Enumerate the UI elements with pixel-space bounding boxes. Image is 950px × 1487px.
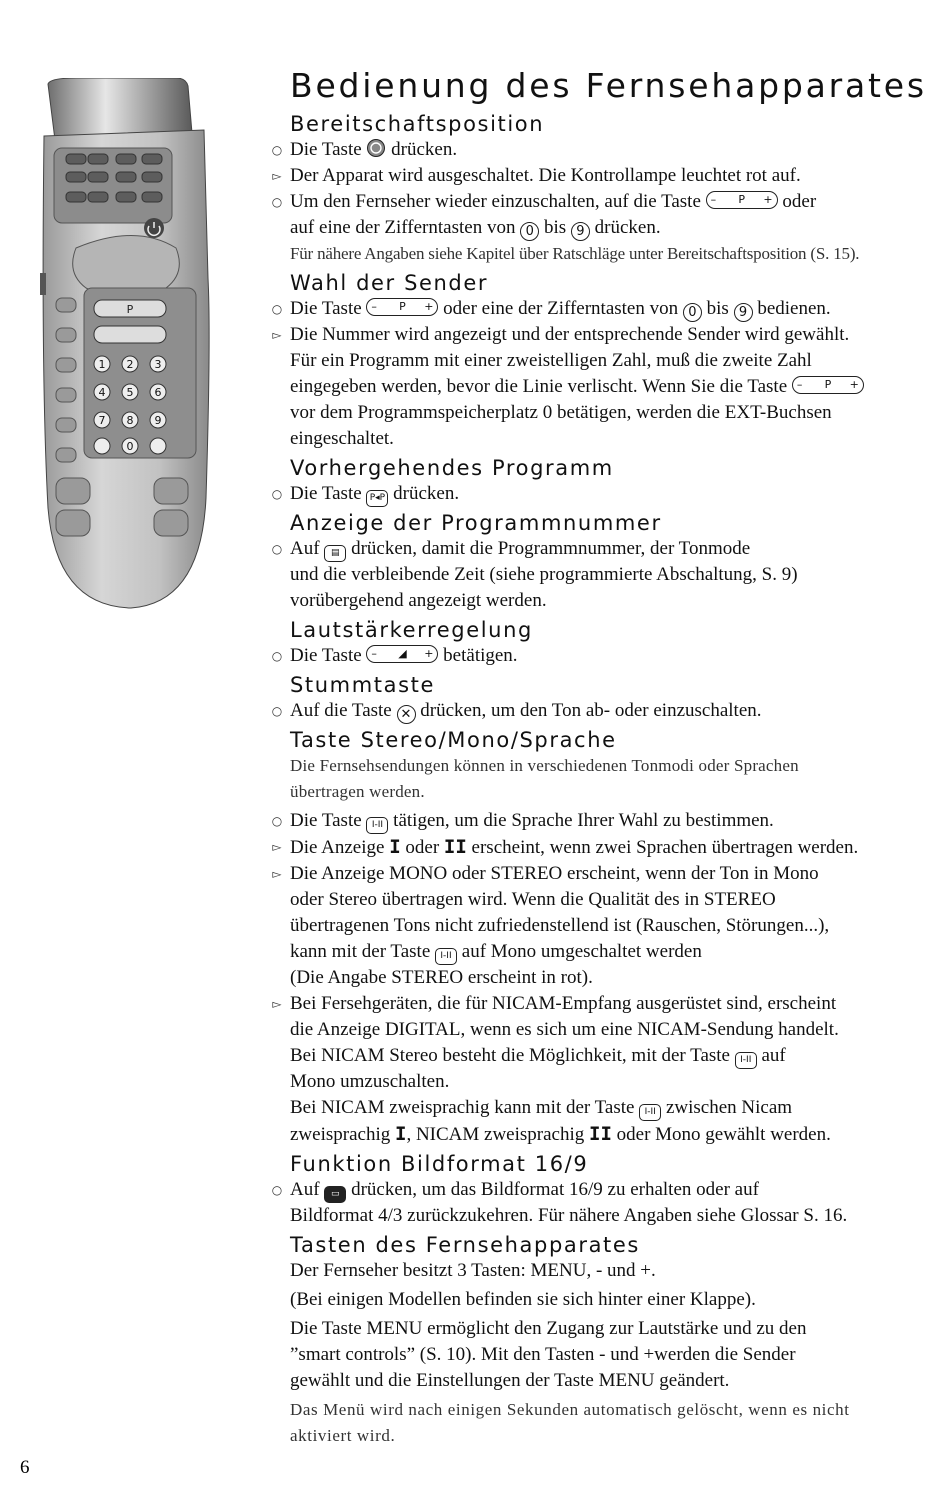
page-number: 6: [20, 1457, 30, 1478]
action-marker: ○: [271, 143, 283, 157]
standby-button-icon: [366, 138, 386, 158]
action-marker: ○: [271, 649, 283, 663]
action-marker: ○: [271, 1183, 283, 1197]
tv-buttons-text: (Bei einigen Modellen befinden sie sich hinter einer Klappe).: [290, 1289, 756, 1310]
p-key-icon: – P +: [706, 191, 778, 209]
key-6: 6: [154, 386, 162, 399]
action-marker: ○: [271, 704, 283, 718]
mute-icon: ✕: [397, 705, 416, 724]
heading-standby: Bereitschaftsposition: [290, 112, 545, 136]
channels-result: ▻ Die Nummer wird angezeigt und der entsprechende Sender wird gewählt.: [268, 322, 944, 348]
standby-result: ▻ Der Apparat wird ausgeschaltet. Die Kontrollampe leuchtet rot auf.: [268, 163, 944, 189]
mono-stereo-icon: I-II: [735, 1052, 757, 1069]
result-marker: ▻: [272, 840, 282, 854]
mute-step: ○ Auf die Taste ✕ drücken, um den Ton ab- oder einzuschalten.: [268, 698, 944, 724]
stereo-text-line: zweisprachig I, NICAM zweisprachig II oder Mono gewählt werden.: [290, 1123, 831, 1145]
stereo-text-line: oder Stereo übertragen wird. Wenn die Qualität des in STEREO: [290, 889, 776, 910]
key-9: 9: [154, 414, 162, 427]
action-marker: ○: [271, 302, 283, 316]
info-icon: ▤: [324, 545, 346, 562]
key-7: 7: [98, 414, 106, 427]
channels-text-line: Für ein Programm mit einer zweistelligen Zahl, muß die zweite Zahl: [290, 350, 812, 371]
result-marker: ▻: [272, 867, 282, 881]
p-key-icon: – P +: [792, 376, 864, 394]
tv-buttons-text: ”smart controls” (S. 10). Mit den Tasten - und +werden die Sender: [290, 1344, 796, 1365]
digit-0-icon: 0: [683, 303, 702, 322]
stereo-result-1: ▻ Die Anzeige I oder II erscheint, wenn zwei Sprachen übertragen werden.: [268, 834, 944, 861]
stereo-text-line: übertragenen Tons nicht zufriedenstellend ist (Rauschen, Störungen...),: [290, 915, 830, 936]
remote-p-key: P: [126, 303, 134, 316]
action-marker: ○: [271, 195, 283, 209]
mono-stereo-icon: I-II: [435, 948, 457, 965]
heading-channels: Wahl der Sender: [290, 271, 489, 295]
stereo-intro-line: übertragen werden.: [290, 782, 425, 801]
key-0: 0: [126, 440, 134, 453]
stereo-text-line: Bei NICAM zweisprachig kann mit der Taste I-II zwischen Nicam: [268, 1095, 944, 1121]
remote-control-illustration: [36, 78, 246, 613]
stereo-step-1: ○ Die Taste I-II tätigen, um die Sprache Ihrer Wahl zu bestimmen.: [268, 808, 944, 834]
heading-stereo: Taste Stereo/Mono/Sprache: [290, 728, 617, 752]
tv-buttons-text: Die Taste MENU ermöglicht den Zugang zur Lautstärke und zu den: [290, 1318, 807, 1339]
main-text: [268, 64, 944, 1449]
heading-mute: Stummtaste: [290, 673, 435, 697]
standby-step-2: ○ Um den Fernseher wieder einzuschalten, auf die Taste – P + oder: [268, 189, 944, 215]
channels-text-line: vor dem Programmspeicherplatz 0 betätigen, werden die EXT-Buchsen: [290, 402, 832, 423]
tv-buttons-text: gewählt und die Einstellungen der Taste MENU geändert.: [290, 1370, 730, 1391]
stereo-text-line: die Anzeige DIGITAL, wenn es sich um eine NICAM-Sendung handelt.: [290, 1019, 839, 1040]
p-key-icon: – P +: [366, 298, 438, 316]
stereo-intro-line: Die Fernsehsendungen können in verschiedenen Tonmodi oder Sprachen: [290, 756, 799, 775]
heading-previous: Vorhergehendes Programm: [290, 456, 614, 480]
standby-note: Für nähere Angaben siehe Kapitel über Ratschläge unter Bereitschaftsposition (S. 15).: [290, 244, 860, 263]
heading-display: Anzeige der Programmnummer: [290, 511, 662, 535]
channels-text-line: eingegeben werden, bevor die Linie verlischt. Wenn Sie die Taste – P +: [268, 374, 944, 400]
heading-format: Funktion Bildformat 16/9: [290, 1152, 589, 1176]
format-step: ○ Auf ▭ drücken, um das Bildformat 16/9 zu erhalten oder auf: [268, 1177, 944, 1203]
heading-volume: Lautstärkerregelung: [290, 618, 533, 642]
tv-buttons-note: Das Menü wird nach einigen Sekunden automatisch gelöscht, wenn es nicht: [290, 1400, 850, 1419]
volume-step: ○ Die Taste – ◢ + betätigen.: [268, 643, 944, 669]
stereo-result-3: ▻ Bei Fersehgeräten, die für NICAM-Empfang ausgerüstet sind, erscheint: [268, 991, 944, 1017]
mono-stereo-icon: I-II: [639, 1104, 661, 1121]
standby-step-1: ○ Die Taste drücken.: [268, 137, 944, 163]
key-2: 2: [126, 358, 134, 371]
previous-program-icon: P◂P: [366, 490, 388, 507]
stereo-text-line: (Die Angabe STEREO erscheint in rot).: [290, 967, 593, 988]
action-marker: ○: [271, 814, 283, 828]
action-marker: ○: [271, 487, 283, 501]
result-marker: ▻: [272, 997, 282, 1011]
digit-9-icon: 9: [571, 222, 590, 241]
key-3: 3: [154, 358, 162, 371]
standby-step-2-cont: auf eine der Zifferntasten von 0 bis 9 drücken.: [290, 217, 661, 239]
format-icon: ▭: [324, 1186, 346, 1203]
key-1: 1: [98, 358, 106, 371]
heading-tv-buttons: Tasten des Fernsehapparates: [290, 1233, 640, 1257]
result-marker: ▻: [272, 169, 282, 183]
stereo-text-line: Mono umzuschalten.: [290, 1071, 450, 1092]
key-5: 5: [126, 386, 134, 399]
stereo-text-line: Bei NICAM Stereo besteht die Möglichkeit, mit der Taste I-II auf: [268, 1043, 944, 1069]
stereo-result-2: ▻ Die Anzeige MONO oder STEREO erscheint, wenn der Ton in Mono: [268, 861, 944, 887]
digit-0-icon: 0: [520, 222, 539, 241]
tv-buttons-text: Der Fernseher besitzt 3 Tasten: MENU, - und +.: [290, 1260, 656, 1281]
mono-stereo-icon: I-II: [366, 817, 388, 834]
page-title: Bedienung des Fernsehapparates: [290, 66, 927, 105]
channels-text-line: eingeschaltet.: [290, 428, 394, 449]
key-8: 8: [126, 414, 134, 427]
previous-step: ○ Die Taste P◂P drücken.: [268, 481, 944, 507]
stereo-text-line: kann mit der Taste I-II auf Mono umgeschaltet werden: [268, 939, 944, 965]
channels-step-1: ○ Die Taste – P + oder eine der Zifferntasten von 0 bis 9 bedienen.: [268, 296, 944, 322]
key-4: 4: [98, 386, 106, 399]
display-text-line: vorübergehend angezeigt werden.: [290, 590, 547, 611]
digit-9-icon: 9: [734, 303, 753, 322]
result-marker: ▻: [272, 328, 282, 342]
display-step: ○ Auf ▤ drücken, damit die Programmnummer, der Tonmode: [268, 536, 944, 562]
volume-key-icon: – ◢ +: [366, 645, 438, 663]
display-text-line: und die verbleibende Zeit (siehe programmierte Abschaltung, S. 9): [290, 564, 798, 585]
action-marker: ○: [271, 542, 283, 556]
format-text-line: Bildformat 4/3 zurückzukehren. Für nähere Angaben siehe Glossar S. 16.: [290, 1205, 848, 1226]
tv-buttons-note: aktiviert wird.: [290, 1426, 396, 1445]
